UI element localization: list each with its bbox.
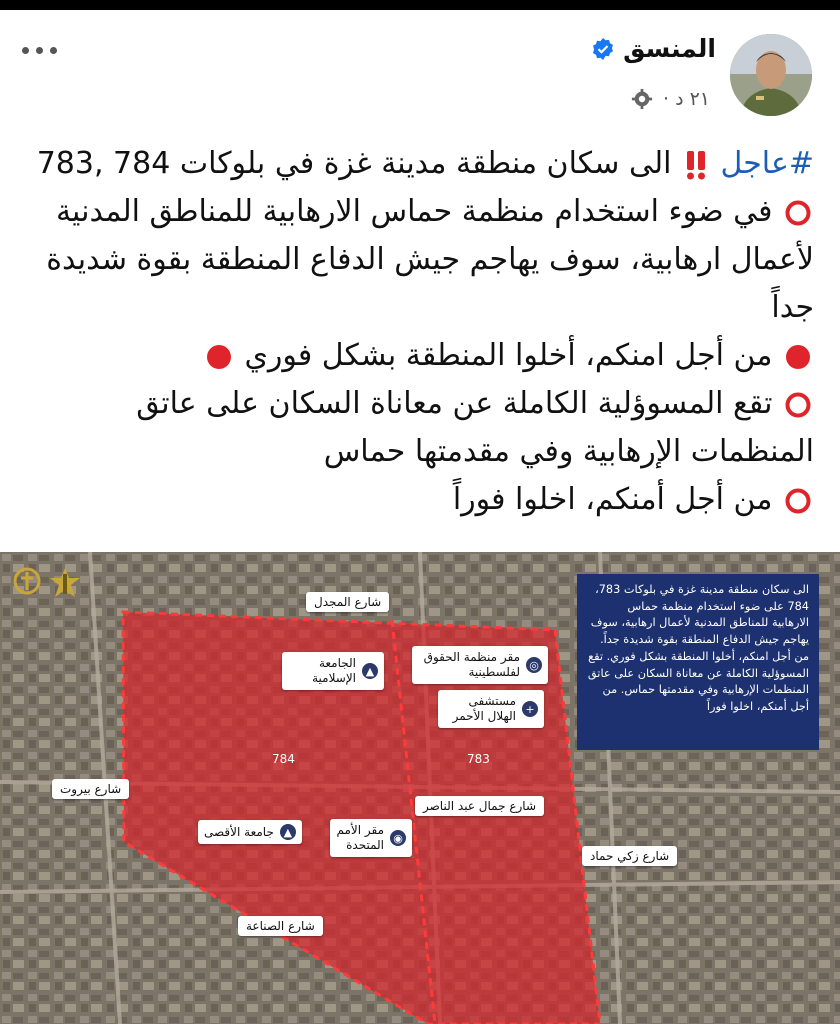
block-label-783: 783 xyxy=(467,752,490,766)
post-paragraph: من أجل امنكم، أخلوا المنطقة بشكل فوري xyxy=(244,338,773,373)
post-text xyxy=(28,140,814,524)
gear-icon[interactable] xyxy=(631,88,653,110)
status-bar xyxy=(0,0,840,10)
post-paragraph: من أجل أمنكم، اخلوا فوراً xyxy=(452,482,773,517)
place-label: جامعة الأقصى xyxy=(204,824,274,839)
page-name[interactable]: المنسق xyxy=(623,34,716,63)
post-line-4 xyxy=(28,380,814,476)
red-circle-icon xyxy=(784,343,812,371)
place-label: مقر الأمم المتحدة xyxy=(336,823,384,852)
hollow-red-circle-icon xyxy=(784,391,812,419)
post-meta xyxy=(631,88,710,110)
place-al-aqsa-university xyxy=(198,820,302,844)
avatar[interactable] xyxy=(730,34,812,116)
post-paragraph: في ضوء استخدام منظمة حماس الارهابية للمناطق المدنية لأعمال ارهابية، سوف يهاجم جيش الدفاع المنطقة بقوة شديدة جداً xyxy=(46,194,814,325)
globe-icon: ◎ xyxy=(526,657,542,673)
street-label-majdal: شارع المجدل xyxy=(306,592,389,612)
block-label-784: 784 xyxy=(272,752,295,766)
hollow-red-circle-icon xyxy=(784,199,812,227)
street-label-zaki-hammad: شارع زكي حماد xyxy=(582,846,677,866)
place-islamic-university xyxy=(282,652,384,690)
page-title[interactable] xyxy=(591,34,716,63)
verified-badge-icon xyxy=(591,37,615,61)
place-label: مستشفى الهلال الأحمر xyxy=(452,694,516,723)
street-label-beirut: شارع بيروت xyxy=(52,779,129,799)
graduation-cap-icon: ▲ xyxy=(280,824,296,840)
double-exclamation-icon xyxy=(683,149,709,181)
post-image-map[interactable] xyxy=(0,552,840,1024)
post-line-2 xyxy=(28,188,814,332)
medical-cross-icon: + xyxy=(522,701,538,717)
place-label: مقر منظمة الحقوق لفلسطينية xyxy=(423,650,520,679)
idf-emblem-icon xyxy=(48,566,82,600)
place-un-hq xyxy=(330,819,412,857)
graduation-cap-icon: ▲ xyxy=(362,663,378,679)
post-paragraph: تقع المسوؤلية الكاملة عن معاناة السكان على عاتق المنظمات الإرهابية وفي مقدمتها حماس xyxy=(136,386,814,469)
post-line-1 xyxy=(28,140,814,188)
post-line-5 xyxy=(28,476,814,524)
unit-emblem-icon xyxy=(12,566,42,596)
post-headline: الى سكان منطقة مدينة غزة في بلوكات 784 ,783 xyxy=(36,146,672,181)
un-emblem-icon: ◉ xyxy=(390,830,406,846)
hashtag-link[interactable]: #عاجل xyxy=(720,146,814,181)
post-time[interactable]: ٢١ د · xyxy=(662,88,710,110)
idf-logos xyxy=(12,566,82,600)
more-dots-icon[interactable] xyxy=(22,40,66,60)
place-red-crescent-hospital xyxy=(438,690,544,728)
street-label-jamal-abdel-nasser: شارع جمال عبد الناصر xyxy=(415,796,544,816)
place-label: الجامعة الإسلامية xyxy=(312,656,356,685)
evacuation-notice: الى سكان منطقة مدينة غزة في بلوكات 783، 784 على ضوء استخدام منظمة حماس الارهابية للمناطق المدنية لأعمال ارهابية، سوف يهاجم جيش الدفاع المنطقة بقوة شديدة جداً. من أجل امنكم، أخلوا المنطقة بشكل فوري. تقع المسوؤلية الكاملة عن معاناة السكان على عاتق المنظمات الإرهابية وفي مقدمتها حماس. من أجل أمنكم، اخلوا فوراً xyxy=(577,574,819,750)
street-label-sinaa: شارع الصناعة xyxy=(238,916,323,936)
post-line-3 xyxy=(28,332,814,380)
red-circle-icon xyxy=(205,343,233,371)
place-human-rights-hq xyxy=(412,646,548,684)
hollow-red-circle-icon xyxy=(784,487,812,515)
